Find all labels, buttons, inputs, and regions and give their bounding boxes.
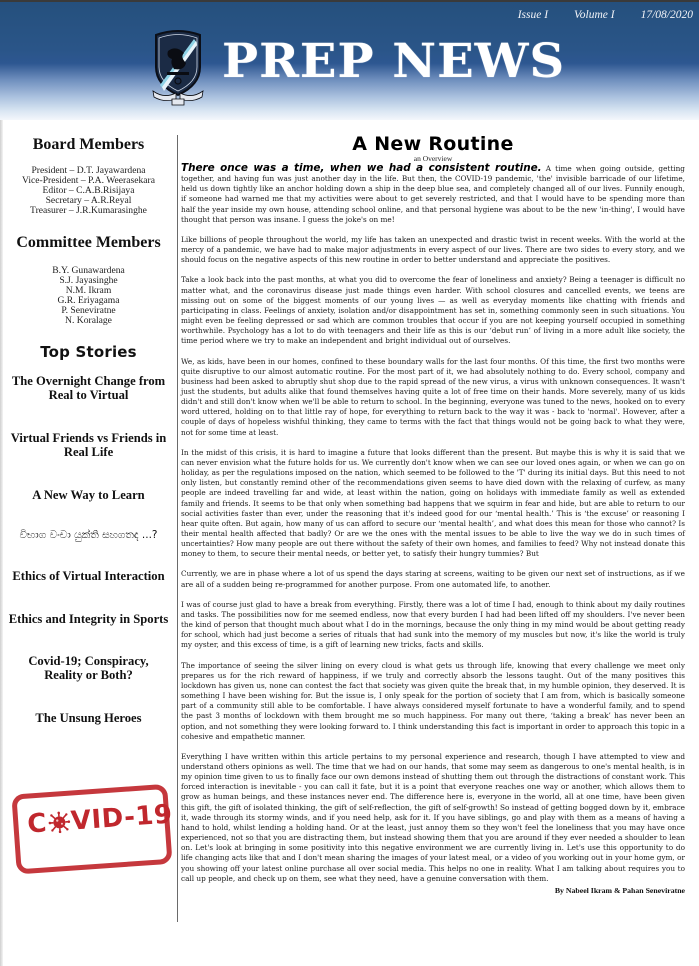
top-story-link[interactable]: Ethics of Virtual Interaction [12,569,165,584]
top-story-link[interactable]: Virtual Friends vs Friends in Real Life [10,431,167,460]
committee-members-heading: Committee Members [16,234,161,252]
top-story-link[interactable]: Ethics and Integrity in Sports [8,612,169,627]
article-paragraph: Like billions of people throughout the world, my life has taken an unexpected and drastic twist in recent weeks. With the world at the mercy of a pandemic, we have had to make major adjustments in every aspect of our lives. There are two sides to every story, and we should focus on the negative aspects of this new routine in order to better understand and appreciate the positives. [181,234,685,265]
article-paragraph-text: A time when going outside, getting together, and having fun was just another day in the life. But then, the COVID-19 pandemic, 'the' invisible barricade of our lifetime, held us down tightly like an anchor holding down a ship in the deep blue sea, and completely changed all of our lives. Funnily enough, if someone had warned me that my activities were about to get severely restricted, and that I would have to be spending more than half the year inside my own house, attending school online, and that personal hygiene was about to be the new 'in-thing', I would have thought that person was insane. I guess the joke's on me! [181,164,685,224]
article-subtitle: an Overview [413,154,453,163]
board-members-list [6,166,171,216]
issue-number: Issue I [517,9,549,21]
page-edge [0,0,3,966]
article-paragraph: I was of course just glad to have a break from everything. Firstly, there was a lot of time I had, enough to think about my daily routines and tasks. The possibilities now for me seemed endless, now that every burden I had had been lifted off my shoulders. I've never been the kind of person that thought much about what I do in the mornings, because the only thing in my mind would be about getting ready for school, which had just become a series of rituals that had sunk into the memory of my muscles but now, it's like the world is truly my oyster, and this excess of time, is a gift of learning new tricks, facts and skills. [181,599,685,650]
school-crest-icon [150,29,206,107]
top-story-link[interactable]: A New Way to Learn [32,488,145,503]
top-border [0,0,699,2]
article-paragraph: Take a look back into the past months, at what you did to overcome the fear of loneliness and anxiety? Being a teenager is difficult no matter what, and the coronavirus disease just made things even harder. With school closures and cancelled events, we teens are missing out on some of the biggest moments of our young lives — as well as everyday moments like chatting with friends and participating in class. Feelings of anxiety, isolation and/or disappointment has set in, something commonly seen in such situations. You might even be feeling depressed or sad which are common troubles that occur if you are not keeping yourself occupied in something worthwhile. Psychology has a lot to do with teenagers and their life as this is our ‘debut run’ of living in a more adult like society, the time period where we try to make an independent and bright individual out of ourselves. [181,275,685,346]
article-lead: There once was a time, when we had a consistent routine. [181,162,542,174]
newsletter-title: PREP NEWS [222,34,566,89]
board-members-heading: Board Members [32,136,145,153]
committee-member: N.M. Ikram [65,285,112,297]
board-member: Vice-President – P.A. Weerasekara [21,175,155,187]
issue-date: 17/08/2020 [640,9,693,21]
article-byline: By Nabeel Ikram & Pahan Seneviratne [554,885,685,895]
top-story-link[interactable]: විභාග වංචා යුක්ති සහගතද ...? [19,529,158,542]
committee-member: S.J. Jayasinghe [59,275,118,287]
volume-number: Volume I [574,9,615,21]
issue-info [518,9,693,21]
article-paragraph: Currently, we are in phase where a lot of us spend the days staring at screens, waiting to be given our next set of instructions, as if we are all of a sudden being re-programmed for another purpose. From one automated life, to another. [181,569,685,589]
article-paragraph: We, as kids, have been in our homes, confined to these boundary walls for the last four months. Of this time, the first two months were quite disruptive to our almost automatic routine. For the most part of it, we had absolutely nothing to do. Every school, company and business had been asked to abruptly shut shop due to the rapid spread of the new virus, a virus with unknown consequences. It wasn't just the students, but adults alike that found themselves having quite a lot of free time on their hands. More severely, many of us kids didn't and still don't know when we'll be able to return to school. In the beginning, everyone was tuned to the news, hooked on to every word uttered, holding on to that little ray of hope, for everything to return back to the way it was - back to 'normal'. However, after a couple of days of hopeless wishful thinking, they came to terms with the fact that things would not be going back to what they were, not for some time at least. [181,356,685,437]
board-member: Editor – C.A.B.Risijaya [42,185,135,197]
board-member: President – D.T. Jayawardena [31,165,146,177]
column-divider [177,135,178,922]
sidebar [6,135,171,725]
committee-members-list [6,266,171,326]
top-stories-heading: Top Stories [40,343,137,362]
board-member: Secretary – A.R.Reyal [45,195,132,207]
committee-member: P. Seneviratne [61,305,116,317]
covid-19-stamp [11,784,176,877]
committee-member: N. Koralage [65,315,112,327]
masthead [0,2,699,120]
top-story-link[interactable]: Covid-19; Conspiracy, Reality or Both? [28,654,149,683]
stamp-text-right: VID-19 [69,799,174,837]
top-story-link[interactable]: The Overnight Change from Real to Virtual [11,374,166,403]
committee-member: B.Y. Gunawardena [52,265,125,277]
article-paragraph: Everything I have written within this article pertains to my personal experience and research, though I have attempted to view and understand others opinions as well. The time that we had on our hands, that some may seem as dangerous to one's mental health, is in my opinion time given to us to finally face our own demons instead of shutting them out through the distractions of constant work. This forced interaction is inevitable - you can call it fate, but it is a point that everyone reaches one way or another, which allows them to grow as human beings, and these instances never end. The difference here is, everyone in the world, all at one time, have been given this gift, the gift of isolated thinking, the gift of self-reflection, the gift of self-growth! So instead of getting bogged down by it, embrace it, wade through its stormy winds, and if you need help, ask for it. If you have siblings, go and play with them as a means of having a hand to hold, whilst lending a holding hand. Or at the least, just annoy them so they won't feel the loneliness that you may have once experienced, not so that you are distracting them, but instead showing them that you are around if they ever needed a shoulder to lean on. Let's look at bringing in some positivity into this negative environment we are currently living in. Let's use this opportunity to do life changing acts like that and I don't mean sharing the images of your latest meal, or a video of you working out in your home gym, or you showing off your latest online purchase all over social media. This helps no one in reality. What I am talking about requires you to call up people, and check up on them, see what they need, have a genuine conversation with them. [181,751,685,883]
top-story-link[interactable]: The Unsung Heroes [35,711,142,726]
main-article [181,133,685,895]
committee-member: G.R. Eriyagama [57,295,120,307]
article-paragraph [181,163,685,225]
board-member: Treasurer – J.R.Kumarasinghe [30,205,147,217]
article-title: A New Routine [352,133,514,155]
article-paragraph: The importance of seeing the silver lining on every cloud is what gets us through life, knowing that every challenge we meet only prepares us for the rich reward of happiness, if we truly and correctly absorb the lessons taught. Out of the many positives this lockdown has given us, none can contest the fact that society was given quite the break that, in my humble opinion, they deserved. It is something I have been wishing for. But the issue is, I only speak for the portion of society that I am from, which is basically someone part of a community still able to be comfortable. I have always considered myself fortunate to have a wonderful family, and to spend the past 3 months of lockdown with them brought me so much happiness. For many out there, ‘taking a break’ has never been an option, and not something they were looking forward to. I think understanding this fact is important in order to approach this topic in a cohesive and empathetic manner. [181,660,685,741]
virus-icon [47,811,70,834]
article-paragraph: In the midst of this crisis, it is hard to imagine a future that looks different than the present. But maybe this is why it is said that we can never envision what the future holds for us. We currently don't know when we can see our loved ones again, or when we can go on holiday, as per the regulations imposed on the nation, which seemed to be followed to the 'T' during its initial days. But this need to not only listen, but constantly remind other of the recommendations given seems to have died down with the relaxing of curfew, as many people are indeed travelling far and wide, at least within the nation, going on holidays with immediate family as well as extended family and friends. It seems to be that only when something bad happens that we squirm in fear and hide, but are able to return to our social activities faster than ever, under the reasoning that it's indeed good for our ‘mental health.’ This is ‘the excuse’ or reasoning I hear quite often. But again, how many of us can afford to secure our ‘mental health’, and what does this mean for those who cannot? Is their mental health affected that badly? Or are we the ones with the mental issues to be able to live the way we do in such times of uncertainties? How many people are out there without the safety of their own homes, and families to feed? Why not instead donate this money to them, to secure their mental needs, or better yet, to satisfy their hungry tummies? But [181,447,685,559]
stamp-text-left: C [26,808,49,840]
